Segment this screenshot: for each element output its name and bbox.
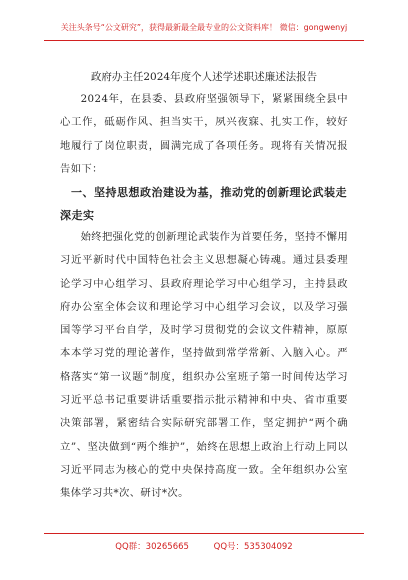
header-divider [44,40,364,41]
footer-divider [44,533,364,534]
footer-qq-group: QQ群：30265665 [115,542,189,552]
footer-qq-number: QQ号：535304092 [213,542,293,552]
section-heading: 一、坚持思想政治建设为基，推动党的创新理论武装走深走实 [60,186,347,222]
intro-paragraph: 2024年，在县委、县政府坚强领导下，紧紧围绕全县中心工作，砥砺作风、担当实干，夙兴夜寐、扎实工作，较好地履行了岗位职责，圆满完成了各项任务。现将有关情况报告如下： [60,93,348,175]
header-banner: 关注头条号“公文研究”，获得最新最全最专业的公文资料库！ 微信：gongwenyj [60,23,348,32]
footer-contact [0,540,408,552]
document-title: 政府办主任2024年度个人述学述职述廉述法报告 [90,71,318,83]
body-paragraph: 始终把强化党的创新理论武装作为首要任务，坚持不懈用习近平新时代中国特色社会主义思想凝心铸魂。通过县委理论学习中心组学习、县政府理论学习中心组学习，主持县政府办公室全体会议和理论学习中心组学习会议，以及学习强国等学习平台自学，及时学习贯彻党的会议文件精神，原原本本学习党的理论著作，坚持做到常学常新、入脑入心。严格落实“第一议题”制度，组织办公室班子第一时间传达学习习近平总书记重要讲话重要指示批示精神和中央、省市重要决策部署，紧密结合实际研究部署工作，坚定拥护“两个确立”、坚决做到“两个维护”，始终在思想上政治上行动上同以习近平同志为核心的党中央保持高度一致。全年组织办公室集体学习共*次、研讨*次。 [60,231,349,500]
